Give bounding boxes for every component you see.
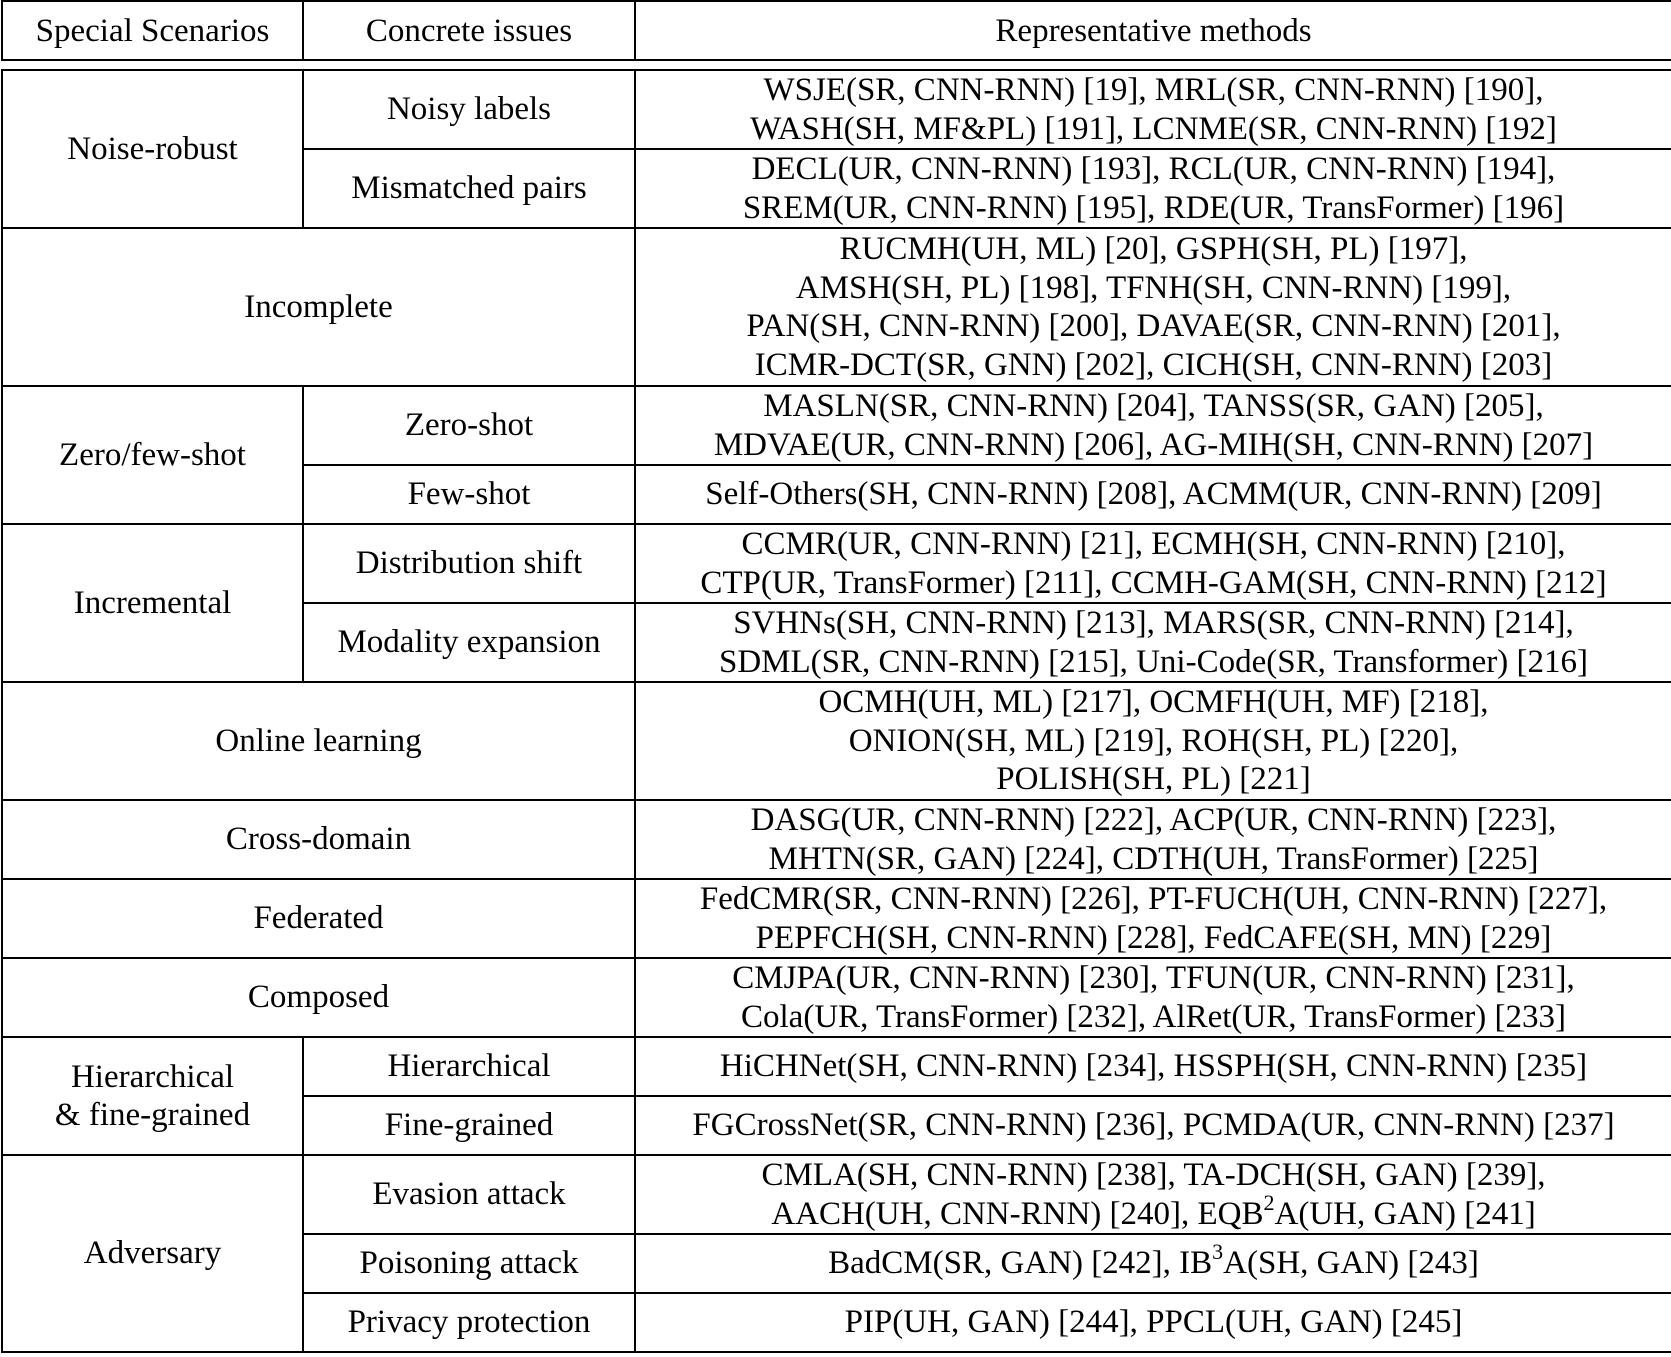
methods-cell — [635, 149, 1671, 228]
table-row — [2, 800, 1671, 879]
methods-cell: FGCrossNet(SR, CNN-RNN) [236], PCMDA(UR, CNN-RNN) [237] — [635, 1096, 1671, 1155]
method-line: DASG(UR, CNN-RNN) [222], ACP(UR, CNN-RNN) [223], — [750, 802, 1557, 838]
table-row — [2, 1037, 1671, 1096]
methods-cell — [635, 386, 1671, 465]
issue-cell: Hierarchical — [303, 1037, 635, 1096]
method-line — [638, 1189, 1669, 1234]
methods-cell: PIP(UH, GAN) [244], PPCL(UH, GAN) [245] — [635, 1293, 1671, 1352]
methods-cell — [635, 800, 1671, 879]
issue-cell: Poisoning attack — [303, 1234, 635, 1293]
method-line: MDVAE(UR, CNN-RNN) [206], AG-MIH(SH, CNN-RNN) [207] — [713, 426, 1594, 463]
table-row — [2, 70, 1671, 149]
method-line: ICMR-DCT(SR, GNN) [202], CICH(SH, CNN-RNN) [203] — [754, 346, 1553, 383]
scenario-line: Hierarchical — [70, 1058, 235, 1095]
method-line: WASH(SH, MF&PL) [191], LCNME(SR, CNN-RNN) [192] — [750, 110, 1557, 147]
method-line: WSJE(SR, CNN-RNN) [19], MRL(SR, CNN-RNN) [190], — [763, 72, 1544, 108]
method-line: CTP(UR, TransFormer) [211], CCMH-GAM(SH, CNN-RNN) [212] — [700, 564, 1607, 601]
table-row — [2, 879, 1671, 958]
methods-table — [1, 69, 1671, 1353]
issue-cell: Evasion attack — [303, 1155, 635, 1234]
method-line: FedCMR(SR, CNN-RNN) [226], PT-FUCH(UH, CNN-RNN) [227], — [699, 881, 1608, 917]
method-text: AACH(UH, CNN-RNN) [240], EQB — [771, 1195, 1264, 1232]
methods-cell: Self-Others(SH, CNN-RNN) [208], ACMM(UR, CNN-RNN) [209] — [635, 465, 1671, 524]
header-row — [2, 1, 1671, 60]
table-row — [2, 228, 1671, 386]
scenario-cell: Online learning — [2, 682, 635, 800]
methods-cell — [635, 1155, 1671, 1234]
header-representative-methods: Representative methods — [635, 1, 1671, 60]
method-line: MHTN(SR, GAN) [224], CDTH(UH, TransFormer) [225] — [768, 840, 1539, 877]
scenario-cell: Adversary — [2, 1155, 303, 1352]
method-text: BadCM(SR, GAN) [242], IB — [828, 1245, 1213, 1282]
methods-cell — [635, 1234, 1671, 1293]
method-line: PAN(SH, CNN-RNN) [200], DAVAE(SR, CNN-RNN) [201], — [746, 308, 1561, 344]
method-line: SVHNs(SH, CNN-RNN) [213], MARS(SR, CNN-RNN) [214], — [733, 605, 1574, 641]
issue-cell: Mismatched pairs — [303, 149, 635, 228]
scenario-line: & fine-grained — [54, 1097, 251, 1133]
methods-cell — [635, 682, 1671, 800]
methods-cell — [635, 603, 1671, 682]
scenario-cell: Zero/few-shot — [2, 386, 303, 524]
method-line: Cola(UR, TransFormer) [232], AlRet(UR, TransFormer) [233] — [741, 998, 1566, 1035]
table-row — [2, 958, 1671, 1037]
scenario-cell: Composed — [2, 958, 635, 1037]
method-line: CCMR(UR, CNN-RNN) [21], ECMH(SH, CNN-RNN) [210], — [741, 526, 1566, 562]
method-line: CMJPA(UR, CNN-RNN) [230], TFUN(UR, CNN-RNN) [231], — [732, 960, 1575, 996]
scenario-cell: Incomplete — [2, 228, 635, 386]
table-header — [1, 0, 1671, 61]
method-line: PEPFCH(SH, CNN-RNN) [228], FedCAFE(SH, MN) [229] — [755, 919, 1552, 956]
method-line: CMLA(SH, CNN-RNN) [238], TA-DCH(SH, GAN) [239], — [761, 1157, 1546, 1193]
method-line: RUCMH(UH, ML) [20], GSPH(SH, PL) [197], — [839, 231, 1468, 267]
method-line: SREM(UR, CNN-RNN) [195], RDE(UR, TransFormer) [196] — [742, 189, 1565, 226]
issue-cell: Zero-shot — [303, 386, 635, 465]
table-row — [2, 682, 1671, 800]
method-line: DECL(UR, CNN-RNN) [193], RCL(UR, CNN-RNN) [194], — [751, 151, 1556, 187]
method-text: A(UH, GAN) [241] — [1274, 1195, 1536, 1232]
methods-cell: HiCHNet(SH, CNN-RNN) [234], HSSPH(SH, CNN-RNN) [235] — [635, 1037, 1671, 1096]
issue-cell: Modality expansion — [303, 603, 635, 682]
method-line: SDML(SR, CNN-RNN) [215], Uni-Code(SR, Transformer) [216] — [719, 643, 1588, 680]
method-line: AMSH(SH, PL) [198], TFNH(SH, CNN-RNN) [199], — [795, 269, 1512, 306]
header-concrete-issues: Concrete issues — [303, 1, 635, 60]
scenario-cell — [2, 1037, 303, 1155]
methods-cell — [635, 524, 1671, 603]
table-row — [2, 386, 1671, 465]
methods-cell — [635, 228, 1671, 386]
method-text: A(SH, GAN) [243] — [1223, 1245, 1479, 1282]
issue-cell: Noisy labels — [303, 70, 635, 149]
scenario-cell: Incremental — [2, 524, 303, 682]
method-line: POLISH(SH, PL) [221] — [996, 761, 1311, 798]
scenario-cell: Federated — [2, 879, 635, 958]
table-row — [2, 1155, 1671, 1234]
method-line: OCMH(UH, ML) [217], OCMFH(UH, MF) [218], — [818, 684, 1489, 721]
table-row — [2, 524, 1671, 603]
issue-cell: Distribution shift — [303, 524, 635, 603]
issue-cell: Few-shot — [303, 465, 635, 524]
method-line: ONION(SH, ML) [219], ROH(SH, PL) [220], — [848, 722, 1459, 759]
issue-cell: Privacy protection — [303, 1293, 635, 1352]
header-special-scenarios: Special Scenarios — [2, 1, 303, 60]
superscript: 3 — [1212, 1239, 1224, 1265]
methods-cell — [635, 879, 1671, 958]
method-line: MASLN(SR, CNN-RNN) [204], TANSS(SR, GAN) [205], — [763, 388, 1544, 424]
scenario-cell: Cross-domain — [2, 800, 635, 879]
superscript: 2 — [1263, 1189, 1275, 1215]
methods-cell — [635, 70, 1671, 149]
issue-cell: Fine-grained — [303, 1096, 635, 1155]
scenario-cell: Noise-robust — [2, 70, 303, 228]
methods-cell — [635, 958, 1671, 1037]
